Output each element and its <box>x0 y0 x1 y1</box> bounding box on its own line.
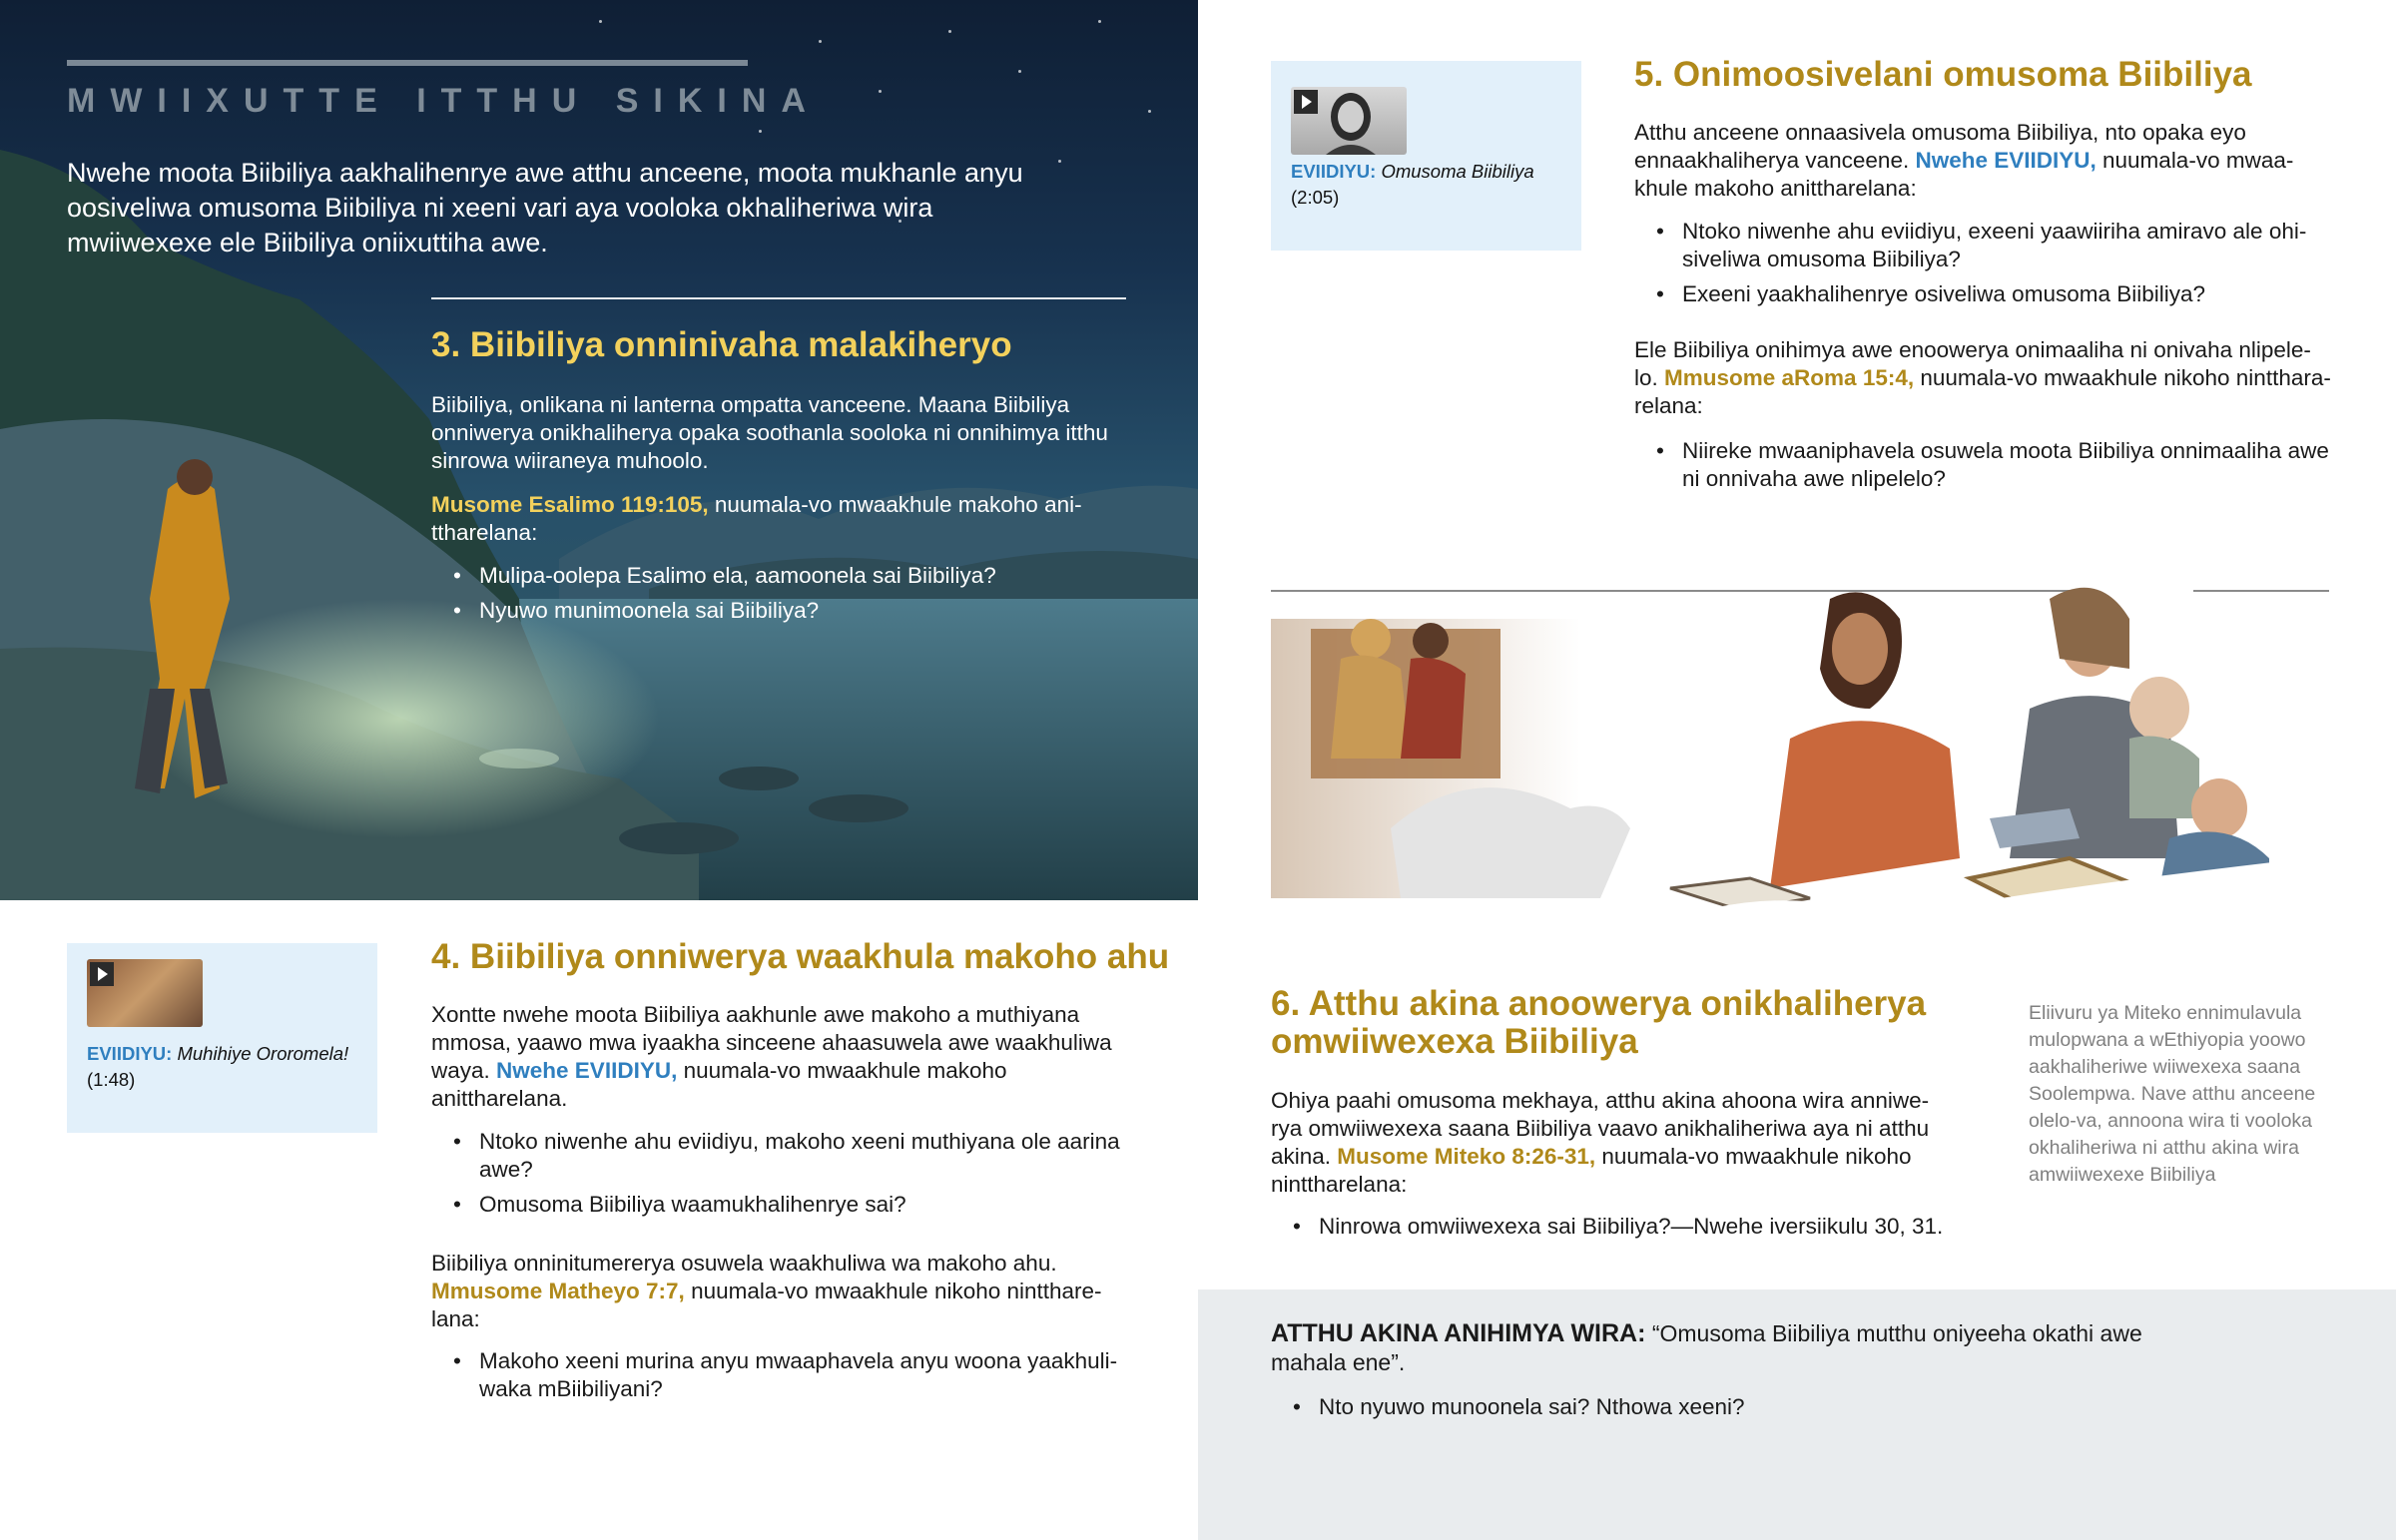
question-item: • Ntoko niwenhe ahu eviidiyu, exeeni yaawiiriha amiravo ale ohi-siveliwa omusoma Biibiliya? <box>1634 218 2333 273</box>
section-6-questions <box>1271 1213 1990 1241</box>
section-4-questions <box>431 1128 1130 1219</box>
video-caption: EVIIDIYU: Muhihiye Ororomela! (1:48) <box>87 1043 349 1090</box>
illustration-caption: Eliivuru ya Miteko ennimulavula mulopwana a wEthiyopia yoowo aakhaliheriwe wiiwexexa saana Soolempwa. Nave atthu anceene olelo-va, annoona wira ti vooloka okhaliheriwa ni atthu akina wira amwiiwexexe Biibiliya <box>2029 1002 2316 1186</box>
watch-video-link[interactable]: Nwehe EVIIDIYU, <box>496 1058 678 1083</box>
question-item: • Niireke mwaaniphavela osuwela moota Biibiliya onnimaaliha awe ni onnivaha awe nlipelelo? <box>1634 437 2333 493</box>
video-title[interactable]: Muhihiye Ororomela! <box>177 1043 349 1064</box>
section-divider <box>431 297 1126 299</box>
section-3-heading: 3. Biibiliya onninivaha malakiheryo <box>431 325 1012 364</box>
question-item: • Nyuwo munimoonela sai Biibiliya? <box>431 597 1130 625</box>
section-4-questions-2 <box>431 1347 1130 1403</box>
scripture-reference[interactable]: Musome Esalimo 119:105, <box>431 492 709 517</box>
video-box-section-4[interactable] <box>67 943 377 1133</box>
section-3-questions <box>431 562 1130 625</box>
section-4-paragraph-2: Biibiliya onninitumererya osuwela waakhuliwa wa makoho ahu. Mmusome Matheyo 7:7, nuumala-vo mwaakhule nikoho nintthare-lana: <box>431 1251 1102 1331</box>
section-4-paragraph: Xontte nwehe moota Biibiliya aakhunle awe makoho a muthiyana mmosa, yaawo mwa iyaakha sinceene ahaasuwela awe waakhuliwa waya. Nwehe EVIIDIYU, nuumala-vo mwaakhule makoho anittharelana. <box>431 1002 1112 1111</box>
question-item: • Nto nyuwo munoonela sai? Nthowa xeeni? <box>1271 1393 1990 1421</box>
question-item: • Makoho xeeni murina anyu mwaaphavela anyu woona yaakhuli-waka mBiibiliyani? <box>431 1347 1130 1403</box>
video-thumbnail[interactable] <box>1291 87 1407 155</box>
question-item: • Exeeni yaakhalihenrye osiveliwa omusoma Biibiliya? <box>1634 280 2333 308</box>
section-5-paragraph-2: Ele Biibiliya onihimya awe enoowerya onimaaliha ni onivaha nlipele-lo. Mmusome aRoma 15:4, nuumala-vo mwaakhule nikoho nintthara-relana: <box>1634 337 2331 418</box>
question-item: • Mulipa-oolepa Esalimo ela, aamoonela sai Biibiliya? <box>431 562 1130 590</box>
scripture-reference[interactable]: Mmusome aRoma 15:4, <box>1664 365 1915 390</box>
question-item: • Ninrowa omwiiwexexa sai Biibiliya?—Nwehe iversiikulu 30, 31. <box>1271 1213 1990 1241</box>
watch-video-link[interactable]: Nwehe EVIIDIYU, <box>1915 148 2096 173</box>
question-item: • Ntoko niwenhe ahu eviidiyu, makoho xeeni muthiyana ole aarina awe? <box>431 1128 1130 1184</box>
video-box-section-5[interactable] <box>1271 61 1581 251</box>
video-caption: EVIIDIYU: Omusoma Biibiliya (2:05) <box>1291 161 1534 208</box>
page-title: MWIIXUTTE ITTHU SIKINA <box>67 82 821 120</box>
video-title[interactable]: Omusoma Biibiliya <box>1381 161 1534 182</box>
play-icon[interactable] <box>1294 90 1318 114</box>
section-5-heading: 5. Onimoosivelani omusoma Biibiliya <box>1634 55 2252 94</box>
box-heading: ATTHU AKINA ANIHIMYA WIRA: <box>1271 1319 1646 1347</box>
hero-illustration-panel <box>0 0 1198 900</box>
section-3-question-prompt: Musome Esalimo 119:105, nuumala-vo mwaakhule makoho ani-ttharelana: <box>431 492 1082 545</box>
section-5-questions-2 <box>1634 437 2333 493</box>
family-bible-study-illustration <box>1271 559 2396 948</box>
question-item: • Omusoma Biibiliya waamukhalihenrye sai? <box>431 1191 1130 1219</box>
video-thumbnail[interactable] <box>87 959 203 1027</box>
some-people-say-statement: ATTHU AKINA ANIHIMYA WIRA: “Omusoma Biibiliya mutthu oniyeeha okathi awe mahala ene”. <box>1271 1319 2142 1375</box>
section-6-heading: 6. Atthu akina anoowerya onikhaliherya omwiiwexexa Biibiliya <box>1271 984 1927 1061</box>
section-4-heading: 4. Biibiliya onniwerya waakhula makoho ahu <box>431 937 1170 976</box>
scripture-reference[interactable]: Musome Miteko 8:26-31, <box>1337 1144 1596 1169</box>
section-6-paragraph: Ohiya paahi omusoma mekhaya, atthu akina ahoona wira anniwe-rya omwiiwexexa saana Biibiliya vaavo anikhaliheriwa aya ni atthu akina. Musome Miteko 8:26-31, nuumala-vo mwaakhule nikoho ninttharelana: <box>1271 1088 1930 1197</box>
section-3-paragraph: Biibiliya, onlikana ni lanterna ompatta vanceene. Maana Biibiliya onniwerya onikhaliherya opaka soothanla sooloka ni onnihimya itthu sinrowa wiiraneya muhoolo. <box>431 392 1108 473</box>
intro-paragraph: Nwehe moota Biibiliya aakhalihenrye awe atthu anceene, moota mukhanle anyu oosiveliwa omusoma Biibiliya ni xeeni vari aya vooloka okhaliheriwa wira mwiiwexexe ele Biibiliya oniixuttiha awe. <box>67 158 1023 257</box>
summary-questions <box>1271 1393 1990 1421</box>
title-accent-bar <box>67 60 748 66</box>
section-5-paragraph: Atthu anceene onnaasivela omusoma Biibiliya, nto opaka eyo ennaakhaliherya vanceene. Nwehe EVIIDIYU, nuumala-vo mwaa-khule makoho anittharelana: <box>1634 120 2294 201</box>
play-icon[interactable] <box>90 962 114 986</box>
section-5-questions <box>1634 218 2333 308</box>
scripture-reference[interactable]: Mmusome Matheyo 7:7, <box>431 1279 685 1303</box>
